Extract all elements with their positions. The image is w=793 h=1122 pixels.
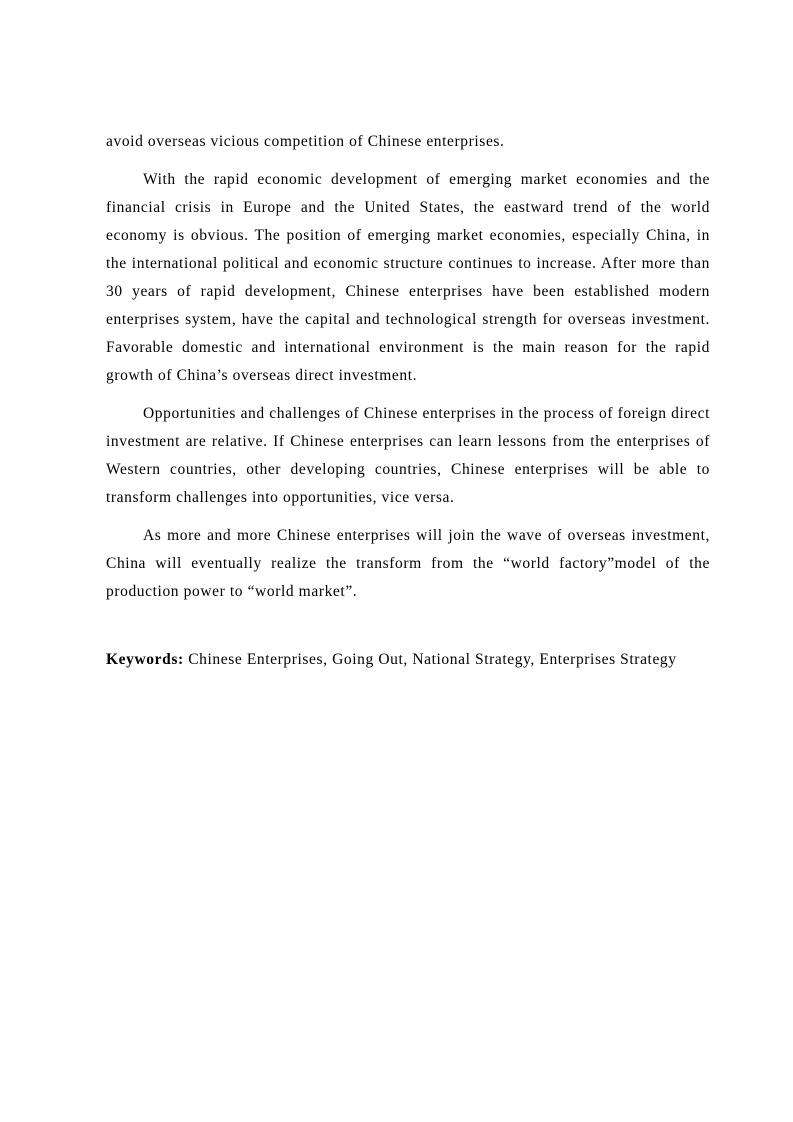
paragraph-continuation: avoid overseas vicious competition of Chinese enterprises. xyxy=(106,133,505,150)
keywords-value: Chinese Enterprises, Going Out, National Strategy, Enterprises Strategy xyxy=(188,651,677,668)
document-page xyxy=(106,128,710,684)
keywords-section xyxy=(106,646,710,674)
keywords-label: Keywords: xyxy=(106,651,184,668)
paragraph-overseas-investment: As more and more Chinese enterprises will join the wave of overseas investment, China will eventually realize the transform from the “world factory”model of the production power to “world market”. xyxy=(106,527,710,600)
paragraph-economic-development: With the rapid economic development of emerging market economies and the financial crisis in Europe and the United States, the eastward trend of the world economy is obvious. The position of emerging market economies, especially China, in the international political and economic structure continues to increase. After more than 30 years of rapid development, Chinese enterprises have been established modern enterprises system, have the capital and technological strength for overseas investment. Favorable domestic and international environment is the main reason for the rapid growth of China’s overseas direct investment. xyxy=(106,171,710,384)
paragraph-opportunities-challenges: Opportunities and challenges of Chinese enterprises in the process of foreign direct investment are relative. If Chinese enterprises can learn lessons from the enterprises of Western countries, other developing countries, Chinese enterprises will be able to transform challenges into opportunities, vice versa. xyxy=(106,405,710,506)
